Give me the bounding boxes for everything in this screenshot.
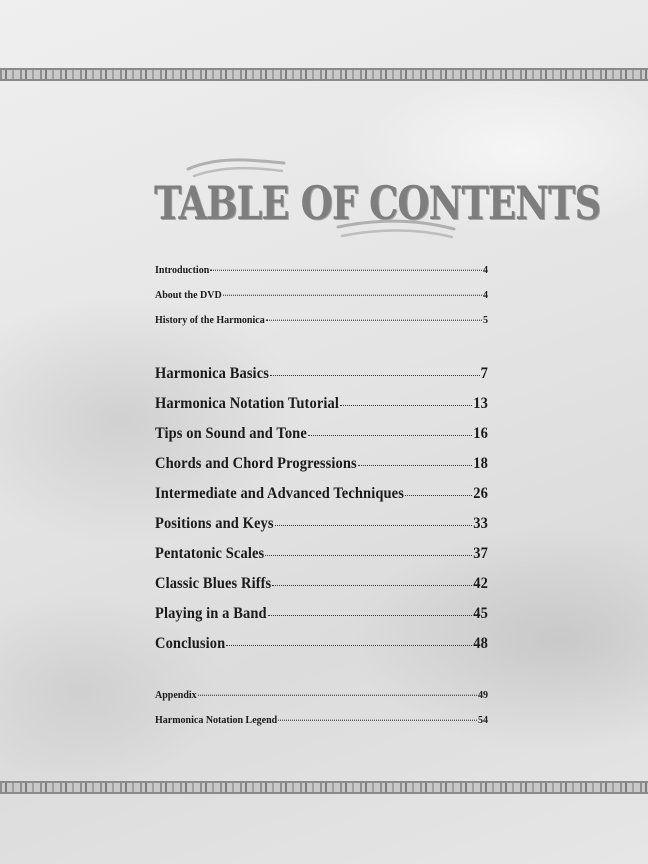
swoosh-bottom-icon (336, 217, 456, 243)
toc-entry-playing-in-a-band[interactable] (155, 604, 488, 634)
decorative-border-bottom (0, 781, 648, 794)
toc-entry-page: 4 (483, 264, 488, 277)
dot-leader (266, 320, 482, 321)
toc-entry-pentatonic-scales[interactable] (155, 544, 488, 574)
toc-entry-label: Classic Blues Riffs (155, 574, 272, 593)
dot-leader (210, 270, 482, 271)
toc-entry-page: 49 (478, 689, 488, 702)
dot-leader (405, 495, 472, 496)
toc-entry-label: Pentatonic Scales (155, 544, 265, 563)
dot-leader (358, 465, 473, 466)
dot-leader (272, 585, 472, 586)
toc-entry-notation-tutorial[interactable] (155, 394, 488, 424)
toc-entry-introduction[interactable] (155, 262, 488, 290)
toc-entry-page: 16 (473, 424, 488, 443)
toc-entry-page: 37 (473, 544, 488, 563)
toc-entry-page: 42 (473, 574, 488, 593)
toc-entry-conclusion[interactable] (155, 634, 488, 664)
dot-leader (223, 295, 482, 296)
title-block (150, 155, 601, 245)
toc-entry-label: Playing in a Band (155, 604, 267, 623)
toc-entry-page: 13 (473, 394, 488, 413)
toc-entry-page: 33 (473, 514, 488, 533)
toc-entry-label: Harmonica Basics (155, 364, 269, 383)
dot-leader (340, 405, 472, 406)
toc-entry-label: Harmonica Notation Legend (155, 714, 278, 727)
page-title: TABLE OF CONTENTS (154, 175, 601, 230)
toc-entry-harmonica-basics[interactable] (155, 364, 488, 394)
toc-entry-label: Harmonica Notation Tutorial (155, 394, 339, 413)
dot-leader (275, 525, 473, 526)
toc-entry-page: 48 (473, 634, 488, 653)
toc-entry-page: 4 (483, 289, 488, 302)
toc-entry-positions-and-keys[interactable] (155, 514, 488, 544)
toc-entry-page: 26 (473, 484, 488, 503)
toc-entry-label: History of the Harmonica (155, 314, 265, 327)
dot-leader (278, 720, 477, 721)
chapter-list (155, 364, 488, 664)
dot-leader (268, 615, 473, 616)
toc-entry-label: Conclusion (155, 634, 226, 653)
toc-entry-label: Intermediate and Advanced Techniques (155, 484, 404, 503)
toc-entry-label: Tips on Sound and Tone (155, 424, 307, 443)
toc-entry-label: Introduction (155, 264, 210, 277)
dot-leader (198, 695, 477, 696)
toc-entry-page: 54 (478, 714, 488, 727)
toc-entry-page: 18 (473, 454, 488, 473)
toc-entry-label: Chords and Chord Progressions (155, 454, 357, 473)
back-matter-list (155, 687, 488, 737)
toc-entry-label: About the DVD (155, 289, 222, 302)
toc-entry-history[interactable] (155, 312, 488, 340)
toc-entry-page: 45 (473, 604, 488, 623)
dot-leader (270, 375, 480, 376)
toc-entry-label: Appendix (155, 689, 197, 702)
toc-entry-techniques[interactable] (155, 484, 488, 514)
dot-leader (308, 435, 472, 436)
toc-entry-chords[interactable] (155, 454, 488, 484)
toc-entry-notation-legend[interactable] (155, 712, 488, 740)
toc-entry-page: 5 (483, 314, 488, 327)
dot-leader (265, 555, 472, 556)
toc-entry-blues-riffs[interactable] (155, 574, 488, 604)
toc-entry-sound-and-tone[interactable] (155, 424, 488, 454)
toc-entry-about-the-dvd[interactable] (155, 287, 488, 315)
front-matter-list (155, 262, 488, 337)
toc-entry-appendix[interactable] (155, 687, 488, 715)
toc-entry-page: 7 (480, 364, 488, 383)
dot-leader (226, 645, 472, 646)
decorative-border-top (0, 68, 648, 81)
toc-entry-label: Positions and Keys (155, 514, 274, 533)
